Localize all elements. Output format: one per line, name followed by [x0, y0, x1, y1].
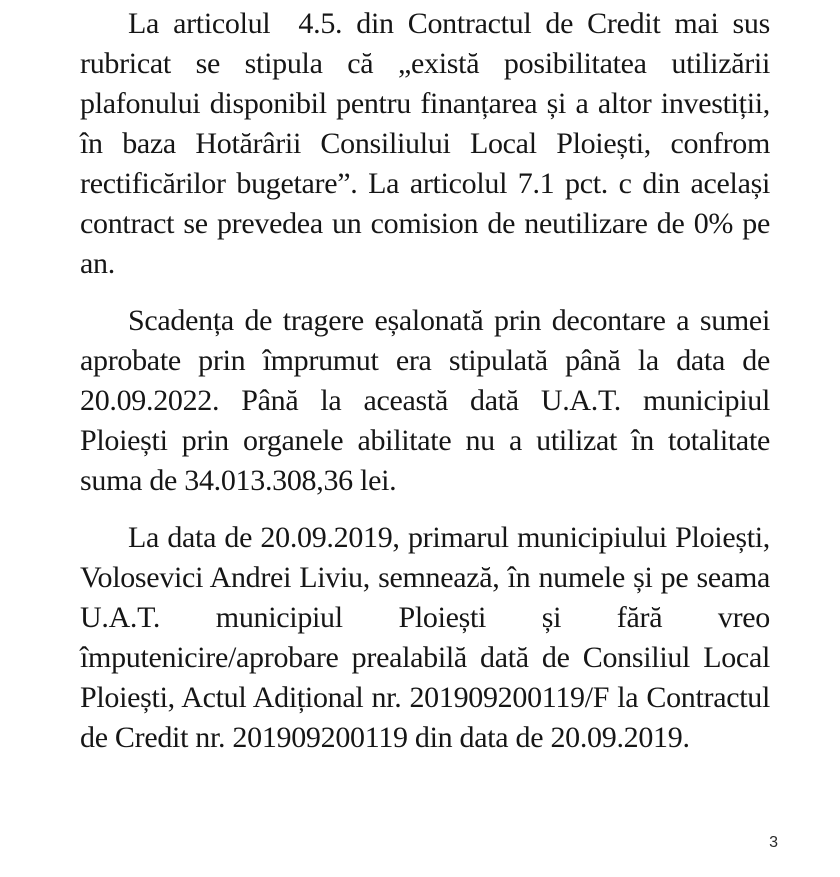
document-text-block — [80, 4, 778, 775]
page-number: 3 — [769, 834, 778, 851]
paragraph-act-aditional: La data de 20.09.2019, primarul municipiului Ploiești, Volosevici Andrei Liviu, semnează, în numele și pe seama U.A.T. municipiul Ploiești și fără vreo împutenicire/aprobare prealabilă dată de Consiliul Local Ploiești, Actul Adițional nr. 201909200119/F la Contractul de Credit nr. 201909200119 din data de 20.09.2019. — [80, 521, 778, 754]
paragraph-scadenta-tragere: Scadența de tragere eșalonată prin decontare a sumei aprobate prin împrumut era stipulată până la data de 20.09.2022. Până la această dată U.A.T. municipiul Ploiești prin organele abilitate nu a utilizat în totalitate suma de 34.013.308,36 lei. — [80, 304, 778, 497]
paragraph-contract-article-45: La articolul 4.5. din Contractul de Credit mai sus rubricat se stipula că „există posibilitatea utilizării plafonului disponibil pentru finanțarea și a altor investiții, în baza Hotărârii Consiliului Local Ploiești, confrom rectificărilor bugetare”. La articolul 7.1 pct. c din același contract se prevedea un comision de neutilizare de 0% pe an. — [80, 7, 778, 280]
